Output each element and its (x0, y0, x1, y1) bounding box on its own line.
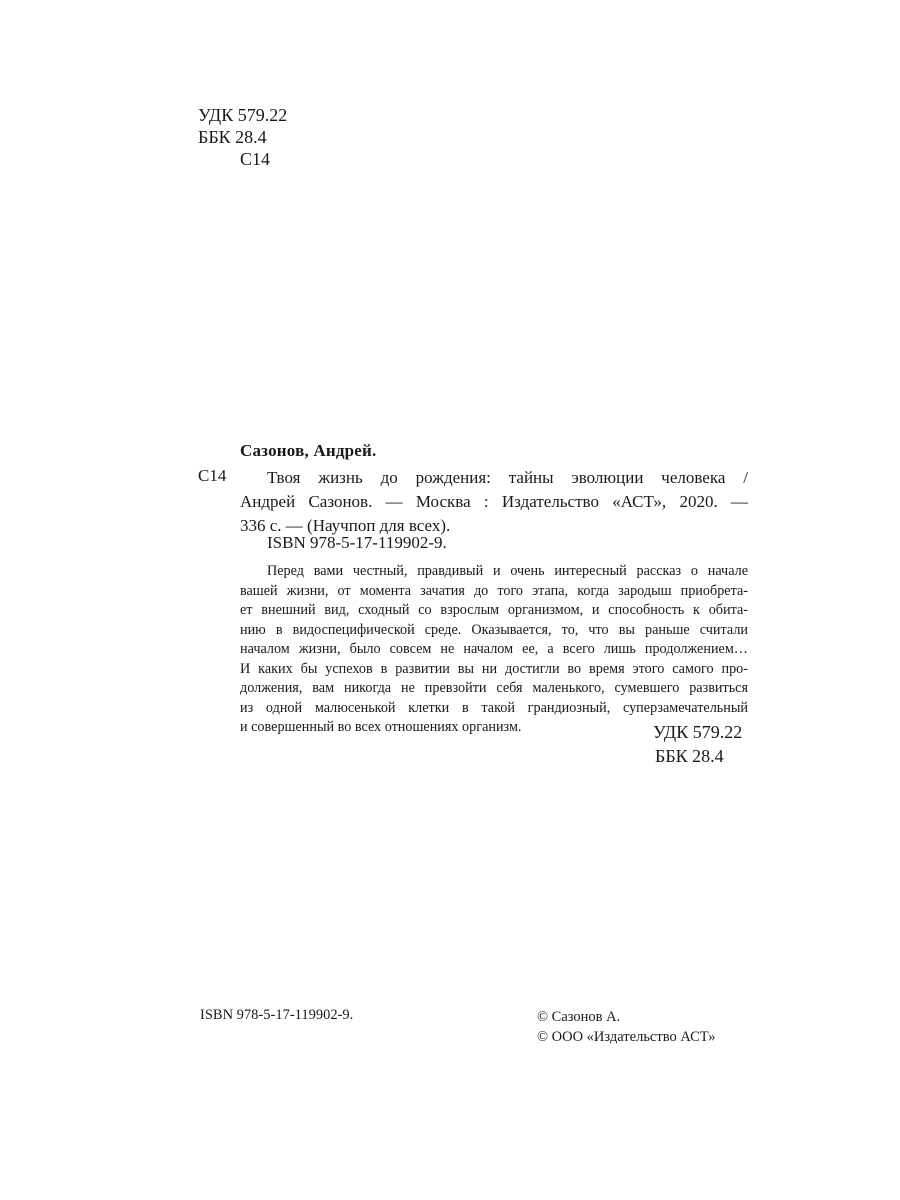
abstract-line: из одной малюсенькой клетки в такой грандиозный, суперзамечательный (240, 699, 748, 716)
abstract-line: вашей жизни, от момента зачатия до того этапа, когда зародыш приобрета- (240, 582, 748, 599)
isbn-record: ISBN 978-5-17-119902-9. (267, 533, 447, 552)
footer-isbn: ISBN 978-5-17-119902-9. (200, 1007, 354, 1023)
copyright-publisher: © ООО «Издательство АСТ» (537, 1029, 716, 1045)
bbk-code: ББК 28.4 (198, 127, 267, 147)
abstract-line: ет внешний вид, сходный со взрослым организмом, и способность к обита- (240, 602, 748, 618)
udk-code-bottom: УДК 579.22 (653, 722, 743, 742)
copyright-block (537, 1007, 715, 1047)
bottom-classification-block (653, 720, 742, 768)
abstract-line: Перед вами честный, правдивый и очень интересный рассказ о начале (267, 563, 748, 579)
bibliographic-description (240, 466, 748, 538)
abstract-line: началом жизни, было совсем не началом ее, а всего лишь продолжением… (240, 641, 748, 657)
cutter-code: С14 (240, 149, 271, 169)
cutter-mark: С14 (198, 466, 227, 485)
copyright-author: © Сазонов А. (537, 1009, 621, 1025)
abstract-paragraph (240, 562, 748, 738)
bib-line: 336 с. — (Научпоп для всех). (240, 516, 451, 535)
udk-code: УДК 579.22 (198, 105, 288, 125)
abstract-line: нию в видоспецифической среде. Оказывается, то, что вы раньше считали (240, 621, 748, 638)
bib-line: Твоя жизнь до рождения: тайны эволюции человека / (267, 468, 748, 487)
bbk-code-bottom: ББК 28.4 (655, 746, 724, 766)
abstract-line: И каких бы успехов в развитии вы ни достигли во время этого самого про- (240, 660, 748, 677)
bib-line: Андрей Сазонов. — Москва : Издательство «АСТ», 2020. — (240, 492, 748, 511)
top-classification-block (198, 104, 287, 170)
abstract-line: должения, вам никогда не превзойти себя маленького, сумевшего развиться (240, 680, 748, 696)
author-heading: Сазонов, Андрей. (240, 441, 377, 460)
abstract-line: и совершенный во всех отношениях организм. (240, 719, 522, 735)
